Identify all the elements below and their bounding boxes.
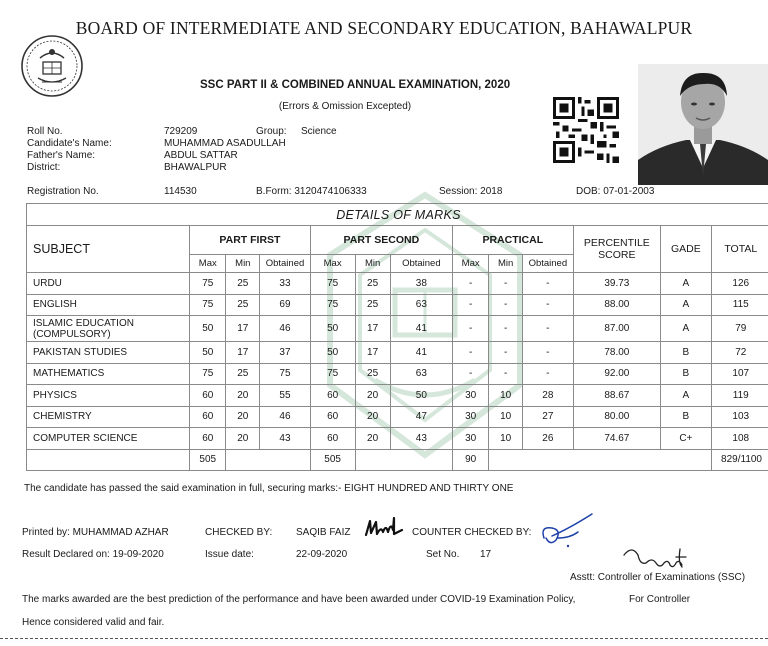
grade-cell: B bbox=[661, 342, 711, 364]
errata-note: (Errors & Omission Excepted) bbox=[278, 101, 412, 112]
controller-title: Asstt: Controller of Examinations (SSC) bbox=[570, 572, 746, 583]
issue-date: 22-09-2020 bbox=[296, 549, 348, 560]
mark-cell: 75 bbox=[190, 294, 226, 316]
father-name: ABDUL SATTAR bbox=[164, 150, 238, 161]
sub-header-obtained: Obtained bbox=[390, 255, 452, 273]
mark-cell: - bbox=[523, 316, 573, 342]
mark-cell: - bbox=[453, 273, 489, 295]
total-cell: 108 bbox=[711, 428, 768, 450]
printed-by: Printed by: MUHAMMAD AZHAR bbox=[22, 527, 169, 538]
practical-blank bbox=[489, 449, 711, 470]
mark-cell: 50 bbox=[390, 385, 452, 407]
exam-title: SSC PART II & COMBINED ANNUAL EXAMINATION, 2020 bbox=[200, 79, 511, 91]
mark-cell: - bbox=[489, 273, 523, 295]
registration-label: Registration No. bbox=[27, 186, 99, 197]
for-controller: For Controller bbox=[629, 594, 691, 605]
issue-date-label: Issue date: bbox=[205, 549, 254, 560]
practical-max-total: 90 bbox=[453, 449, 489, 470]
total-header: TOTAL bbox=[711, 226, 768, 273]
covid-note: The marks awarded are the best prediction of the performance and have been awarded under COVID-19 Examination Policy, bbox=[22, 594, 576, 605]
first-max-total: 505 bbox=[190, 449, 226, 470]
mark-cell: 25 bbox=[355, 294, 390, 316]
passed-statement: The candidate has passed the said examination in full, securing marks:- EIGHT HUNDRED AND THIRTY ONE bbox=[24, 483, 514, 494]
mark-cell: 46 bbox=[260, 316, 310, 342]
mark-cell: - bbox=[523, 342, 573, 364]
mark-cell: 25 bbox=[355, 363, 390, 385]
part-first-header: PART FIRST bbox=[190, 226, 310, 255]
part-second-header: PART SECOND bbox=[310, 226, 452, 255]
mark-cell: - bbox=[453, 363, 489, 385]
result-declared: Result Declared on: 19-09-2020 bbox=[22, 549, 164, 560]
total-cell: 79 bbox=[711, 316, 768, 342]
mark-cell: - bbox=[453, 342, 489, 364]
table-row bbox=[27, 294, 768, 316]
mark-cell: 75 bbox=[260, 363, 310, 385]
mark-cell: - bbox=[523, 363, 573, 385]
percentile-cell: 39.73 bbox=[573, 273, 661, 295]
mark-cell: 75 bbox=[310, 363, 355, 385]
mark-cell: 63 bbox=[390, 294, 452, 316]
grade-cell: B bbox=[661, 363, 711, 385]
mark-cell: 50 bbox=[310, 342, 355, 364]
district-label: District: bbox=[27, 162, 61, 173]
grade-cell: B bbox=[661, 406, 711, 428]
total-cell: 119 bbox=[711, 385, 768, 407]
mark-cell: 17 bbox=[226, 316, 260, 342]
grade-cell: A bbox=[661, 273, 711, 295]
checked-by-name: SAQIB FAIZ bbox=[296, 527, 351, 538]
set-number-label: Set No. bbox=[426, 549, 460, 560]
subject-cell: ISLAMIC EDUCATION (COMPULSORY) bbox=[27, 316, 190, 342]
qr-code-icon bbox=[553, 97, 619, 163]
mark-cell: 30 bbox=[453, 406, 489, 428]
table-row bbox=[27, 273, 768, 295]
mark-cell: 17 bbox=[355, 342, 390, 364]
mark-cell: 43 bbox=[260, 428, 310, 450]
percentile-header: PERCENTILE SCORE bbox=[573, 226, 661, 273]
mark-cell: 50 bbox=[310, 316, 355, 342]
mark-cell: 75 bbox=[190, 273, 226, 295]
mark-cell: 20 bbox=[355, 406, 390, 428]
subject-cell: MATHEMATICS bbox=[27, 363, 190, 385]
checker-signature bbox=[364, 517, 406, 539]
date-of-birth: DOB: 07-01-2003 bbox=[576, 186, 655, 197]
table-row bbox=[27, 363, 768, 385]
mark-cell: 17 bbox=[226, 342, 260, 364]
mark-cell: - bbox=[453, 294, 489, 316]
table-row bbox=[27, 342, 768, 364]
mark-cell: 20 bbox=[226, 385, 260, 407]
session: Session: 2018 bbox=[439, 186, 503, 197]
sub-header-min: Min bbox=[226, 255, 260, 273]
mark-cell: 20 bbox=[355, 428, 390, 450]
mark-cell: - bbox=[489, 294, 523, 316]
sub-header-obtained: Obtained bbox=[523, 255, 573, 273]
table-caption: DETAILS OF MARKS bbox=[27, 204, 768, 226]
percentile-cell: 92.00 bbox=[573, 363, 661, 385]
sub-header-max: Max bbox=[190, 255, 226, 273]
percentile-cell: 78.00 bbox=[573, 342, 661, 364]
subject-cell: CHEMISTRY bbox=[27, 406, 190, 428]
mark-cell: 28 bbox=[523, 385, 573, 407]
board-logo-icon bbox=[20, 34, 84, 98]
roll-label: Roll No. bbox=[27, 126, 63, 137]
mark-cell: 75 bbox=[310, 294, 355, 316]
second-max-total: 505 bbox=[310, 449, 355, 470]
mark-cell: 55 bbox=[260, 385, 310, 407]
subject-cell: URDU bbox=[27, 273, 190, 295]
subject-header: SUBJECT bbox=[27, 226, 190, 273]
grade-cell: A bbox=[661, 316, 711, 342]
set-number: 17 bbox=[480, 549, 492, 560]
table-row bbox=[27, 406, 768, 428]
total-cell: 126 bbox=[711, 273, 768, 295]
mark-cell: - bbox=[523, 294, 573, 316]
sub-header-obtained: Obtained bbox=[260, 255, 310, 273]
mark-cell: 50 bbox=[190, 342, 226, 364]
mark-cell: 75 bbox=[190, 363, 226, 385]
mark-cell: 30 bbox=[453, 428, 489, 450]
mark-cell: 30 bbox=[453, 385, 489, 407]
sub-header-min: Min bbox=[489, 255, 523, 273]
sub-header-max: Max bbox=[453, 255, 489, 273]
mark-cell: 20 bbox=[226, 406, 260, 428]
mark-cell: 25 bbox=[226, 273, 260, 295]
counter-checker-signature bbox=[538, 510, 598, 550]
mark-cell: - bbox=[489, 316, 523, 342]
sub-header-min: Min bbox=[355, 255, 390, 273]
percentile-cell: 80.00 bbox=[573, 406, 661, 428]
mark-cell: 10 bbox=[489, 428, 523, 450]
mark-cell: 41 bbox=[390, 342, 452, 364]
subject-cell: PAKISTAN STUDIES bbox=[27, 342, 190, 364]
mark-cell: 60 bbox=[190, 385, 226, 407]
mark-cell: 46 bbox=[260, 406, 310, 428]
marks-body bbox=[27, 273, 768, 450]
practical-header: PRACTICAL bbox=[453, 226, 573, 255]
table-row bbox=[27, 385, 768, 407]
table-row bbox=[27, 428, 768, 450]
mark-cell: 63 bbox=[390, 363, 452, 385]
mark-cell: 25 bbox=[226, 294, 260, 316]
totals-row bbox=[27, 449, 768, 470]
marks-table bbox=[26, 203, 768, 471]
mark-cell: - bbox=[489, 342, 523, 364]
mark-cell: 27 bbox=[523, 406, 573, 428]
percentile-cell: 88.67 bbox=[573, 385, 661, 407]
mark-cell: 10 bbox=[489, 406, 523, 428]
mark-cell: 41 bbox=[390, 316, 452, 342]
mark-cell: 37 bbox=[260, 342, 310, 364]
totals-blank bbox=[27, 449, 190, 470]
mark-cell: 38 bbox=[390, 273, 452, 295]
mark-cell: 10 bbox=[489, 385, 523, 407]
subject-cell: ENGLISH bbox=[27, 294, 190, 316]
table-row bbox=[27, 316, 768, 342]
subject-cell: PHYSICS bbox=[27, 385, 190, 407]
mark-cell: - bbox=[523, 273, 573, 295]
percentile-cell: 74.67 bbox=[573, 428, 661, 450]
mark-cell: 20 bbox=[355, 385, 390, 407]
validity-note: Hence considered valid and fair. bbox=[22, 617, 165, 628]
mark-cell: 60 bbox=[190, 428, 226, 450]
mark-cell: 60 bbox=[310, 428, 355, 450]
second-blank bbox=[355, 449, 452, 470]
first-blank bbox=[226, 449, 310, 470]
grade-cell: A bbox=[661, 294, 711, 316]
mark-cell: 43 bbox=[390, 428, 452, 450]
mark-cell: 75 bbox=[310, 273, 355, 295]
mark-cell: 60 bbox=[310, 406, 355, 428]
mark-cell: 17 bbox=[355, 316, 390, 342]
mark-cell: 69 bbox=[260, 294, 310, 316]
mark-cell: 50 bbox=[190, 316, 226, 342]
sub-header-max: Max bbox=[310, 255, 355, 273]
grand-total: 829/1100 bbox=[711, 449, 768, 470]
percentile-cell: 88.00 bbox=[573, 294, 661, 316]
person-silhouette-icon bbox=[638, 64, 768, 185]
candidate-name-label: Candidate's Name: bbox=[27, 138, 112, 149]
total-cell: 107 bbox=[711, 363, 768, 385]
mark-cell: - bbox=[453, 316, 489, 342]
cut-line-divider bbox=[0, 638, 768, 639]
group-label: Group: bbox=[256, 126, 287, 137]
grade-header: GADE bbox=[661, 226, 711, 273]
candidate-photo bbox=[638, 64, 768, 185]
counter-checked-label: COUNTER CHECKED BY: bbox=[412, 527, 532, 538]
controller-signature bbox=[620, 543, 700, 571]
mark-cell: 47 bbox=[390, 406, 452, 428]
checked-by-label: CHECKED BY: bbox=[205, 527, 273, 538]
mark-cell: 33 bbox=[260, 273, 310, 295]
mark-cell: 60 bbox=[190, 406, 226, 428]
registration-number: 114530 bbox=[164, 186, 197, 197]
grade-cell: A bbox=[661, 385, 711, 407]
mark-cell: - bbox=[489, 363, 523, 385]
mark-cell: 25 bbox=[226, 363, 260, 385]
father-name-label: Father's Name: bbox=[27, 150, 96, 161]
bform-number: B.Form: 3120474106333 bbox=[256, 186, 367, 197]
roll-number: 729209 bbox=[164, 126, 198, 137]
total-cell: 103 bbox=[711, 406, 768, 428]
district-value: BHAWALPUR bbox=[164, 162, 227, 173]
mark-cell: 60 bbox=[310, 385, 355, 407]
board-title: BOARD OF INTERMEDIATE AND SECONDARY EDUCATION, BAHAWALPUR bbox=[75, 18, 693, 38]
total-cell: 115 bbox=[711, 294, 768, 316]
percentile-cell: 87.00 bbox=[573, 316, 661, 342]
grade-cell: C+ bbox=[661, 428, 711, 450]
mark-cell: 20 bbox=[226, 428, 260, 450]
mark-cell: 25 bbox=[355, 273, 390, 295]
total-cell: 72 bbox=[711, 342, 768, 364]
group-value: Science bbox=[301, 126, 337, 137]
mark-cell: 26 bbox=[523, 428, 573, 450]
subject-cell: COMPUTER SCIENCE bbox=[27, 428, 190, 450]
candidate-name: MUHAMMAD ASADULLAH bbox=[164, 138, 286, 149]
